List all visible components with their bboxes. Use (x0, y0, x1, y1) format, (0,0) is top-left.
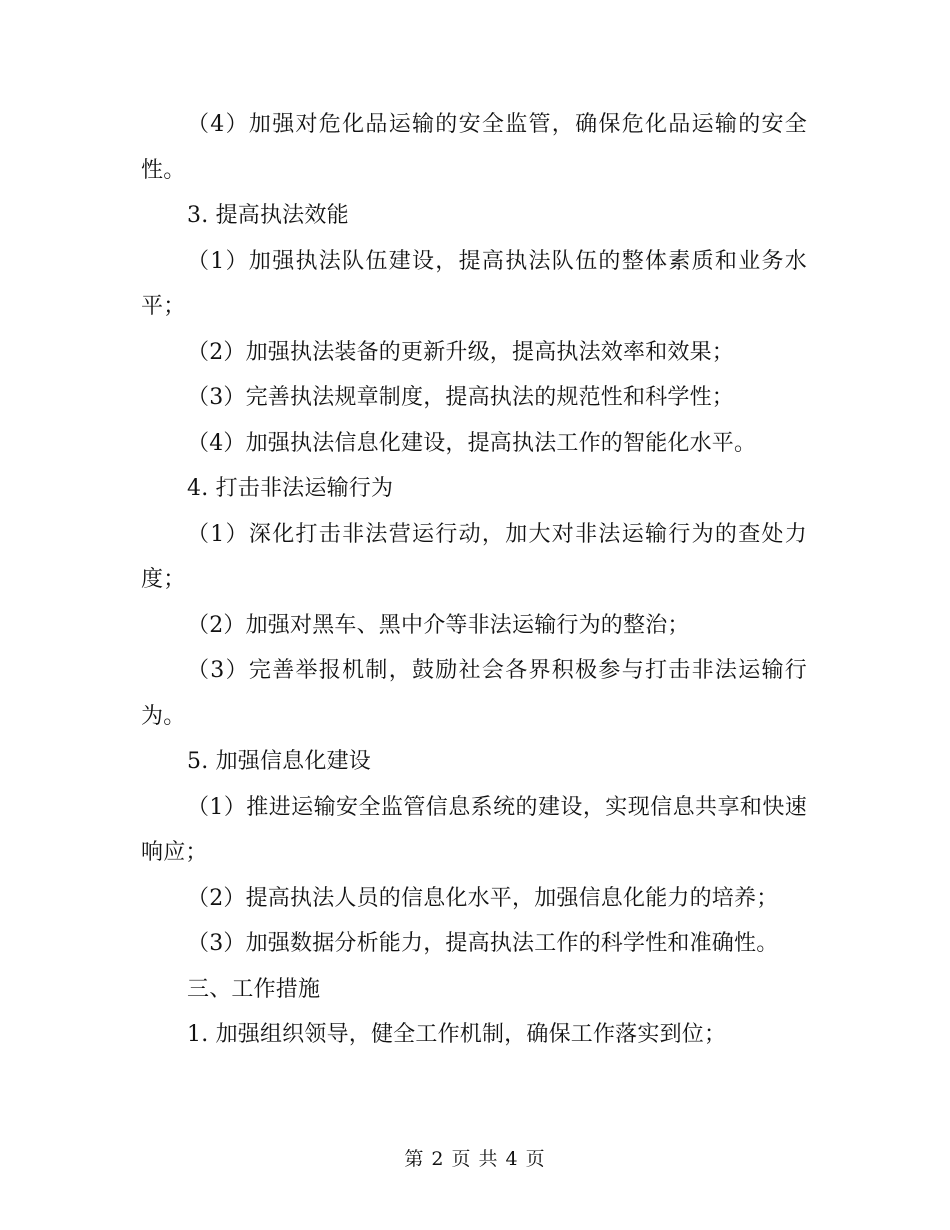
paragraph: （2）加强对黑车、黑中介等非法运输行为的整治； (187, 612, 690, 638)
paragraph: （4）加强执法信息化建设，提高执法工作的智能化水平。 (187, 430, 757, 456)
document-body (141, 102, 807, 1058)
paragraph: （2）提高执法人员的信息化水平，加强信息化能力的培养； (187, 885, 779, 911)
paragraph: （2）加强执法装备的更新升级，提高执法效率和效果； (187, 339, 734, 365)
section-heading: 4. 打击非法运输行为 (187, 476, 394, 501)
paragraph: （4）加强对危化品运输的安全监管，确保危化品运输的安全性。 (141, 112, 807, 183)
paragraph: （3）完善举报机制，鼓励社会各界积极参与打击非法运输行为。 (141, 658, 807, 729)
paragraph: 1. 加强组织领导，健全工作机制，确保工作落实到位； (187, 1022, 727, 1047)
page-footer: 第 2 页 共 4 页 (404, 1148, 546, 1170)
paragraph: （1）加强执法队伍建设，提高执法队伍的整体素质和业务水平； (141, 248, 807, 319)
paragraph: （3）加强数据分析能力，提高执法工作的科学性和准确性。 (187, 931, 779, 956)
paragraph: （1）推进运输安全监管信息系统的建设，实现信息共享和快速响应； (141, 794, 807, 865)
chapter-heading: 三、工作措施 (187, 976, 321, 1002)
section-heading: 3. 提高执法效能 (187, 203, 349, 228)
paragraph: （1）深化打击非法营运行动，加大对非法运输行为的查处力度； (141, 521, 807, 592)
paragraph: （3）完善执法规章制度，提高执法的规范性和科学性； (187, 385, 734, 410)
section-heading: 5. 加强信息化建设 (187, 749, 371, 774)
